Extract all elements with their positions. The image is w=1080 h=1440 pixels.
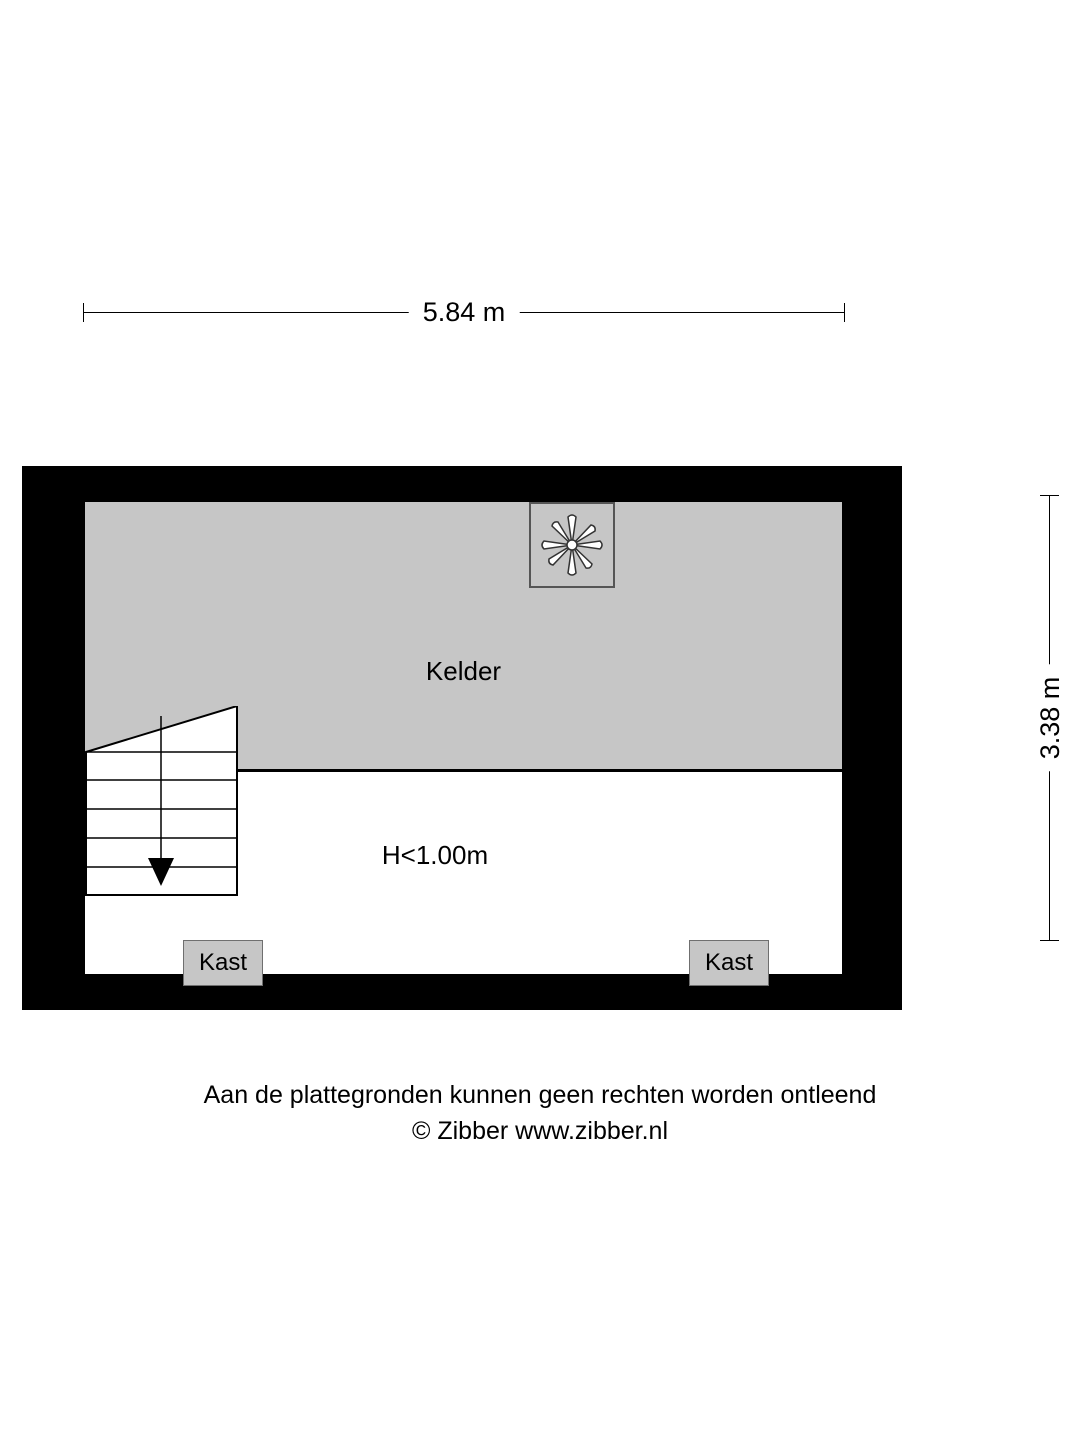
dimension-width-cap-left — [83, 303, 84, 322]
footer — [0, 1077, 1080, 1149]
footer-disclaimer: Aan de plattegronden kunnen geen rechten worden ontleend — [203, 1081, 877, 1109]
floor-plan — [22, 466, 902, 1010]
room-kelder-label: Kelder — [425, 656, 502, 686]
dimension-height-cap-bottom — [1040, 940, 1059, 941]
closet-left: Kast — [183, 940, 263, 986]
dimension-width-label: 5.84 m — [409, 295, 520, 329]
closet-right: Kast — [689, 940, 769, 986]
stairs-icon — [85, 706, 240, 896]
footer-copyright: © Zibber www.zibber.nl — [411, 1117, 669, 1145]
dimension-width-cap-right — [844, 303, 845, 322]
dimension-height-label: 3.38 m — [1033, 665, 1067, 772]
low-headroom-label: H<1.00m — [381, 840, 489, 870]
vent-icon — [529, 502, 615, 588]
dimension-height-cap-top — [1040, 495, 1059, 496]
dimension-height — [1030, 495, 1070, 941]
dimension-width — [83, 295, 845, 335]
